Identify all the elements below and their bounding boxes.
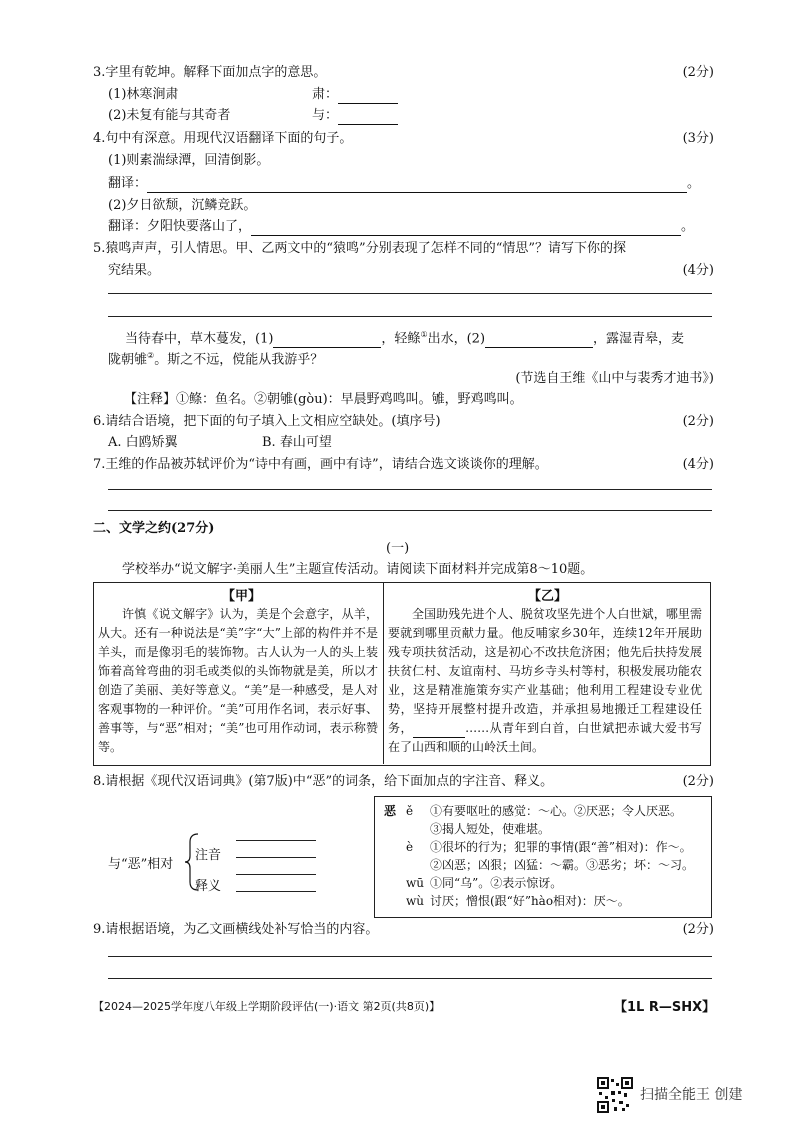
- q4-points: (3分): [682, 131, 714, 146]
- dictionary-headword: 恶: [384, 804, 397, 818]
- q3-item-1: (1)林寒涧肃: [108, 87, 179, 102]
- q4-sentence-2: (2)夕日欲颓，沉鳞竞跃。: [108, 198, 257, 213]
- q3-item-1-answer: 肃：: [312, 86, 398, 104]
- q3-item-2: (2)未复有能与其奇者: [108, 108, 231, 123]
- material-divider: [383, 582, 384, 764]
- q5-answer-line-2[interactable]: [108, 316, 712, 317]
- dictionary-line: ③揭人短处，使难堪。: [430, 822, 551, 836]
- q9-stem: 9.请根据语境，为乙文画横线处补写恰当的内容。: [93, 922, 379, 937]
- q7-answer-line-2[interactable]: [108, 510, 712, 511]
- q5-stem-1: 5.猿鸣声声，引人情思。甲、乙两文中的“猿鸣”分别表现了怎样不同的“情思”？请写下你的探: [93, 241, 626, 256]
- dictionary-line: è ①很坏的行为；犯罪的事情(跟“善”相对)：作～。: [406, 840, 692, 854]
- material-jia-title: 【甲】: [222, 589, 262, 604]
- q5-points: (4分): [682, 263, 714, 278]
- q3-stem: 3.字里有乾坤。解释下面加点字的意思。: [93, 65, 327, 80]
- q9-points: (2分): [682, 922, 714, 937]
- q4-translate-2: 翻译：夕阳快要落山了， 。: [108, 219, 695, 234]
- q6-points: (2分): [682, 414, 714, 429]
- dictionary-line: wù 讨厌；憎恨(跟“好”hào相对)：厌～。: [406, 894, 630, 908]
- q8-shiyi-label: 释义: [195, 879, 222, 894]
- section-2-title: 二、文学之约(27分): [93, 521, 215, 536]
- q8-stem: 8.请根据《现代汉语词典》(第7版)中“恶”的词条，给下面加点的字注音、释义。: [93, 774, 554, 789]
- q3-points: (2分): [682, 65, 714, 80]
- q5-answer-line-1[interactable]: [108, 293, 712, 294]
- q8-shiyi-line-1[interactable]: [236, 874, 316, 875]
- q3-item-2-answer: 与：: [312, 107, 398, 125]
- q8-points: (2分): [682, 774, 714, 789]
- q8-word-label: 与“恶”相对: [108, 857, 174, 872]
- q6-stem: 6.请结合语境，把下面的句子填入上文相应空缺处。(填序号): [93, 414, 441, 429]
- q7-stem: 7.王维的作品被苏轼评价为“诗中有画，画中有诗”，请结合选文谈谈你的理解。: [93, 457, 548, 472]
- q8-zhuyin-line-2[interactable]: [236, 857, 316, 858]
- dictionary-line: ②凶恶；凶狠；凶猛：～霸。③恶劣；坏：～习。: [430, 858, 695, 872]
- passage-line-2: 陇朝雊②。斯之不远，傥能从我游乎？: [108, 351, 324, 368]
- passage-note: 【注释】①鲦：鱼名。②朝雊(gòu)：早晨野鸡鸣叫。雊，野鸡鸣叫。: [124, 392, 523, 407]
- q9-answer-line-1[interactable]: [108, 956, 712, 957]
- material-yi-text: 全国助残先进个人、脱贫攻坚先进个人白世斌，哪里需要就到哪里贡献力量。他反哺家乡30年，连续12年开展助残专项扶贫活动，这是初心不改扶危济困；他先后扶持发展扶贫仁村、友谊南村、马坊乡寺头村等村，积极发展功能农业，这是精准施策夯实产业基础；他利用工程建设专业优势，坚持开展整村提升改造，并承担易地搬迁工程建设任务， ……从青年到白首，白世斌把赤诚大爱书写在了山西和顺的山岭沃土间。: [388, 607, 702, 754]
- footer-info: 【2024—2025学年度八年级上学期阶段评估(一)·语文 第2页(共8页)】: [93, 1000, 441, 1013]
- section-2-subtitle: (一): [386, 541, 410, 556]
- q8-zhuyin-line-1[interactable]: [236, 840, 316, 841]
- watermark-text: 扫描全能王 创建: [640, 1087, 743, 1103]
- material-jia-text: 许慎《说文解字》认为，美是个会意字，从羊，从大。还有一种说法是“美”字“大”上部的构件并不是羊头，而是像羽毛的装饰物。古人认为一人的头上装饰着高耸弯曲的羽毛或类似的头饰物就是美，所以才创造了美丽、美好等意义。“美”是一种感受，是人对客观事物的一种评价。“美”可用作名词，表示好事、善事等，与“恶”相对；“美”也可用作动词，表示称赞等。: [98, 607, 378, 754]
- dictionary-line: ě ①有要呕吐的感觉：～心。②厌恶；令人厌恶。: [406, 804, 683, 818]
- q5-stem-2: 究结果。: [108, 263, 161, 278]
- footer-code: 【1L R—SHX】: [614, 1000, 716, 1015]
- q8-zhuyin-label: 注音: [195, 848, 222, 863]
- q6-option-a: A. 白鸥矫翼: [108, 435, 178, 450]
- q4-sentence-1: (1)则素湍绿潭，回清倒影。: [108, 153, 270, 168]
- q4-translate-1: 翻译： 。: [108, 176, 701, 191]
- passage-source: (节选自王维《山中与裴秀才迪书》): [515, 371, 714, 386]
- qr-code-icon: [597, 1077, 633, 1113]
- q4-stem: 4.句中有深意。用现代汉语翻译下面的句子。: [93, 131, 353, 146]
- q9-answer-line-2[interactable]: [108, 978, 712, 979]
- section-2-intro: 学校举办“说文解字·美丽人生”主题宣传活动。请阅读下面材料并完成第8～10题。: [122, 562, 594, 577]
- material-yi-title: 【乙】: [528, 589, 568, 604]
- q7-points: (4分): [682, 457, 714, 472]
- q6-option-b: B. 春山可望: [262, 435, 332, 450]
- passage-line-1: 当待春中，草木蔓发，(1) ，轻鲦①出水，(2) ，露湿青皋，麦: [125, 330, 685, 347]
- q8-shiyi-line-2[interactable]: [236, 891, 316, 892]
- dictionary-line: wū ①同“乌”。②表示惊讶。: [406, 876, 563, 890]
- q7-answer-line-1[interactable]: [108, 489, 712, 490]
